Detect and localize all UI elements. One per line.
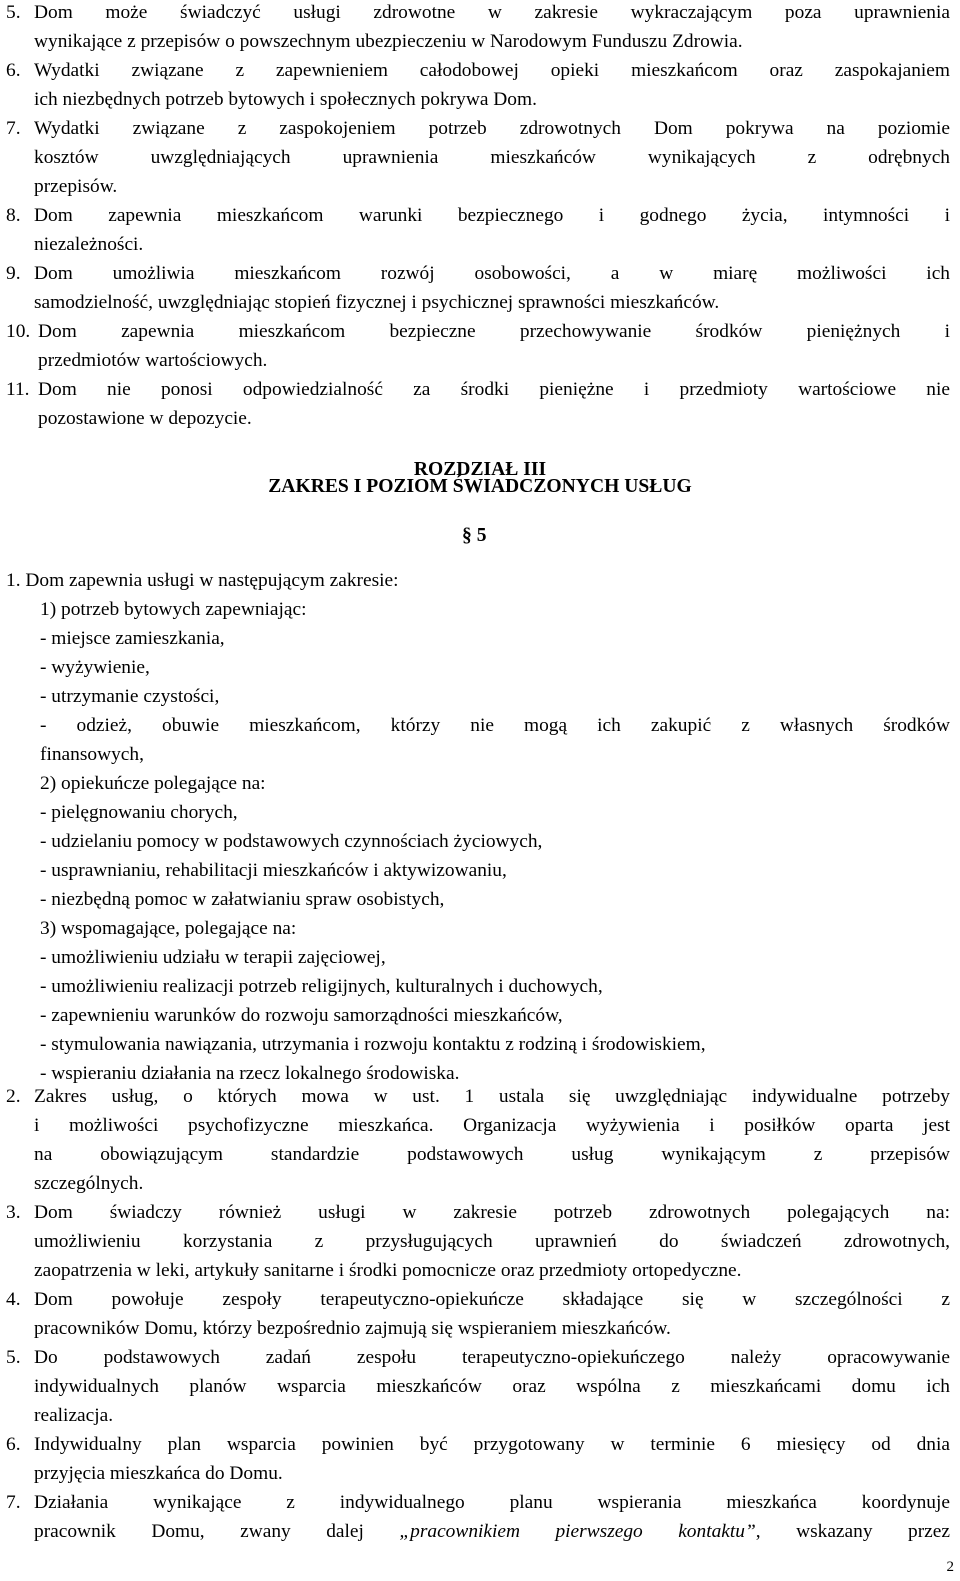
line-text: , wskazany przez (755, 1521, 950, 1542)
item-line: Dom powołuje zespoły terapeutyczno-opiekuńcze składające się w szczególności z (34, 1289, 950, 1310)
sub-line: - umożliwieniu realizacji potrzeb religijnych, kulturalnych i duchowych, (40, 976, 603, 997)
item-line: Dom nie ponosi odpowiedzialność za środki pieniężne i przedmioty wartościowe nie (38, 379, 950, 400)
item-number: 7. (6, 1492, 21, 1513)
item-line: indywidualnych planów wsparcia mieszkańców oraz wspólna z mieszkańcami domu ich (34, 1376, 950, 1397)
list-item (0, 1430, 960, 1488)
item-line: samodzielność, uwzględniając stopień fizycznej i psychicznej sprawności mieszkańców. (34, 292, 720, 313)
sub-line: - udzielaniu pomocy w podstawowych czynnościach życiowych, (40, 831, 543, 852)
top-numbered-list (0, 0, 960, 433)
section-intro: 1. Dom zapewnia usługi w następującym zakresie: (6, 570, 399, 591)
sub-line: - niezbędną pomoc w załatwianiu spraw osobistych, (40, 889, 445, 910)
item-number: 3. (6, 1202, 21, 1223)
item-line (34, 1517, 950, 1546)
list-item (0, 1198, 960, 1285)
item-line: Do podstawowych zadań zespołu terapeutyczno-opiekuńczego należy opracowywanie (34, 1347, 950, 1368)
item-number: 9. (6, 263, 21, 284)
list-item (0, 114, 960, 201)
sub-line: 1) potrzeb bytowych zapewniając: (40, 599, 307, 620)
item-line: przyjęcia mieszkańca do Domu. (34, 1463, 283, 1484)
list-item (0, 1082, 960, 1198)
item-line: pozostawione w depozycie. (38, 408, 252, 429)
section-1 (0, 566, 960, 1088)
item-line: wynikające z przepisów o powszechnym ubezpieczeniu w Narodowym Funduszu Zdrowia. (34, 31, 743, 52)
italic-term: „pracownikiem pierwszego kontaktu” (399, 1521, 756, 1542)
item-line: przedmiotów wartościowych. (38, 350, 268, 371)
item-line: realizacja. (34, 1405, 114, 1426)
sub-line: - umożliwieniu udziału w terapii zajęciowej, (40, 947, 386, 968)
sub-line: finansowych, (40, 744, 144, 765)
sub-line: - stymulowania nawiązania, utrzymania i rozwoju kontaktu z rodziną i środowiskiem, (40, 1034, 706, 1055)
list-item (0, 56, 960, 114)
item-line: Wydatki związane z zapewnieniem całodobowej opieki mieszkańcom oraz zaspokajaniem (34, 60, 950, 81)
sub-line: - wyżywienie, (40, 657, 150, 678)
paragraph-number: § 5 (462, 525, 487, 546)
item-number: 6. (6, 60, 21, 81)
item-line: Wydatki związane z zaspokojeniem potrzeb zdrowotnych Dom pokrywa na poziomie (34, 118, 950, 139)
sub-line: 3) wspomagające, polegające na: (40, 918, 297, 939)
list-item (0, 317, 960, 375)
item-number: 8. (6, 205, 21, 226)
item-line: pracowników Domu, którzy bezpośrednio zajmują się wspieraniem mieszkańców. (34, 1318, 671, 1339)
item-line: Dom umożliwia mieszkańcom rozwój osobowości, a w miarę możliwości ich (34, 263, 950, 284)
chapter-title: ROZDZIAŁ III (413, 459, 547, 480)
item-number: 11. (6, 379, 30, 400)
item-number: 4. (6, 1289, 21, 1310)
chapter-subtitle: ZAKRES I POZIOM ŚWIADCZONYCH USŁUG (268, 476, 692, 497)
list-item (0, 1285, 960, 1343)
item-line: Indywidualny plan wsparcia powinien być przygotowany w terminie 6 miesięcy od dnia (34, 1434, 950, 1455)
item-line: Dom zapewnia mieszkańcom warunki bezpiecznego i godnego życia, intymności i (34, 205, 950, 226)
list-item (0, 201, 960, 259)
list-item (0, 0, 960, 56)
item-number: 7. (6, 118, 21, 139)
item-number: 5. (6, 1347, 21, 1368)
bottom-numbered-list (0, 1082, 960, 1546)
list-item (0, 259, 960, 317)
item-line: Zakres usług, o których mowa w ust. 1 ustala się uwzględniając indywidualne potrzeby (34, 1086, 950, 1107)
sub-line: - wspieraniu działania na rzecz lokalnego środowiska. (40, 1063, 460, 1084)
item-line: kosztów uwzględniających uprawnienia mieszkańców wynikających z odrębnych (34, 147, 950, 168)
item-number: 2. (6, 1086, 21, 1107)
item-line: szczególnych. (34, 1173, 144, 1194)
page-number: 2 (946, 1559, 954, 1575)
item-line: ich niezbędnych potrzeb bytowych i społecznych pokrywa Dom. (34, 89, 537, 110)
item-line: i możliwości psychofizyczne mieszkańca. Organizacja wyżywienia i posiłków oparta jest (34, 1115, 950, 1136)
list-item (0, 1343, 960, 1430)
item-line: niezależności. (34, 234, 144, 255)
item-number: 5. (6, 2, 21, 23)
item-line: na obowiązującym standardzie podstawowych usług wynikającym z przepisów (34, 1144, 950, 1165)
item-line: Dom może świadczyć usługi zdrowotne w zakresie wykraczającym poza uprawnienia (34, 2, 950, 23)
list-item (0, 375, 960, 433)
item-number: 6. (6, 1434, 21, 1455)
item-number: 10. (6, 321, 31, 342)
sub-line: - usprawnianiu, rehabilitacji mieszkańców i aktywizowaniu, (40, 860, 507, 881)
item-line: Działania wynikające z indywidualnego planu wspierania mieszkańca koordynuje (34, 1492, 950, 1513)
sub-line: - utrzymanie czystości, (40, 686, 220, 707)
sub-line: 2) opiekuńcze polegające na: (40, 773, 266, 794)
list-item (0, 1488, 960, 1546)
line-text: pracownik Domu, zwany dalej (34, 1521, 400, 1542)
sub-line: - pielęgnowaniu chorych, (40, 802, 238, 823)
item-line: przepisów. (34, 176, 118, 197)
sub-line: - miejsce zamieszkania, (40, 628, 225, 649)
item-line: umożliwieniu korzystania z przysługujących uprawnień do świadczeń zdrowotnych, (34, 1231, 950, 1252)
item-line: Dom świadczy również usługi w zakresie potrzeb zdrowotnych polegających na: (34, 1202, 950, 1223)
sub-line: - zapewnieniu warunków do rozwoju samorządności mieszkańców, (40, 1005, 563, 1026)
item-line: Dom zapewnia mieszkańcom bezpieczne przechowywanie środków pieniężnych i (38, 321, 950, 342)
sub-line: - odzież, obuwie mieszkańcom, którzy nie mogą ich zakupić z własnych środków (40, 715, 950, 736)
item-line: zaopatrzenia w leki, artykuły sanitarne i środki pomocnicze oraz przedmioty ortopedyczne. (34, 1260, 742, 1281)
